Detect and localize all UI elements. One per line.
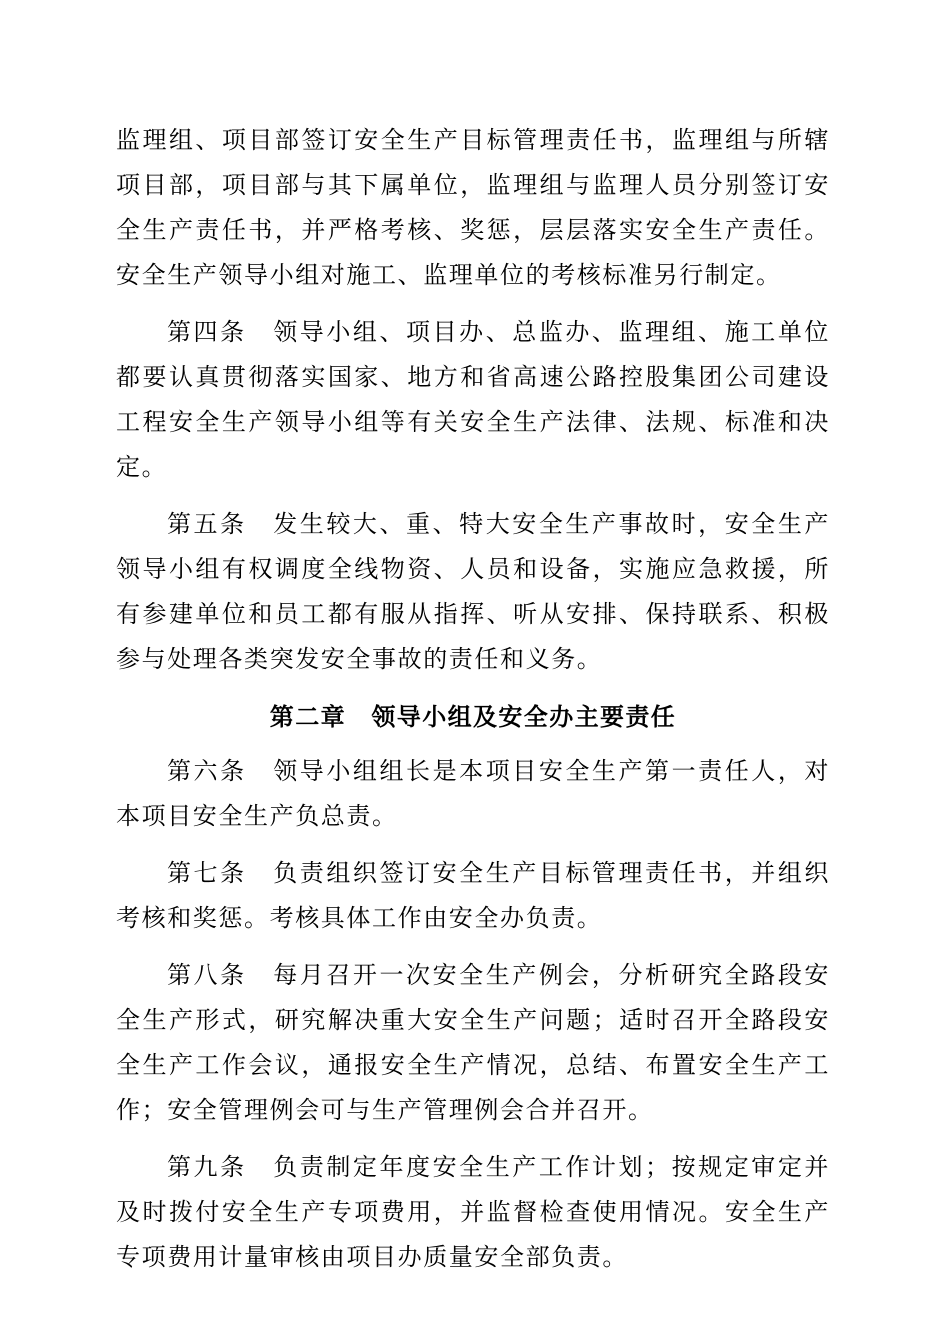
- article-6-paragraph: 第六条 领导小组组长是本项目安全生产第一责任人，对本项目安全生产负总责。: [116, 757, 830, 830]
- article-8-paragraph: 第八条 每月召开一次安全生产例会，分析研究全路段安全生产形式，研究解决重大安全生产问题；适时召开全路段安全生产工作会议，通报安全生产情况，总结、布置安全生产工作；安全管理例会可与生产管理例会合并召开。: [116, 961, 830, 1124]
- article-5-paragraph: 第五条 发生较大、重、特大安全生产事故时，安全生产领导小组有权调度全线物资、人员和设备，实施应急救援，所有参建单位和员工都有服从指挥、听从安排、保持联系、积极参与处理各类突发安全事故的责任和义务。: [116, 510, 830, 673]
- paragraph-continuation: 监理组、项目部签订安全生产目标管理责任书，监理组与所辖项目部，项目部与其下属单位，监理组与监理人员分别签订安全生产责任书，并严格考核、奖惩，层层落实安全生产责任。安全生产领导小组对施工、监理单位的考核标准另行制定。: [116, 126, 830, 289]
- document-body: [116, 118, 830, 1292]
- article-4-paragraph: 第四条 领导小组、项目办、总监办、监理组、施工单位都要认真贯彻落实国家、地方和省高速公路控股集团公司建设工程安全生产领导小组等有关安全生产法律、法规、标准和决定。: [116, 318, 830, 481]
- article-7-paragraph: 第七条 负责组织签订安全生产目标管理责任书，并组织考核和奖惩。考核具体工作由安全办负责。: [116, 859, 830, 932]
- chapter-heading: 第二章 领导小组及安全办主要责任: [269, 702, 677, 731]
- article-9-paragraph: 第九条 负责制定年度安全生产工作计划；按规定审定并及时拨付安全生产专项费用，并监督检查使用情况。安全生产专项费用计量审核由项目办质量安全部负责。: [116, 1153, 830, 1271]
